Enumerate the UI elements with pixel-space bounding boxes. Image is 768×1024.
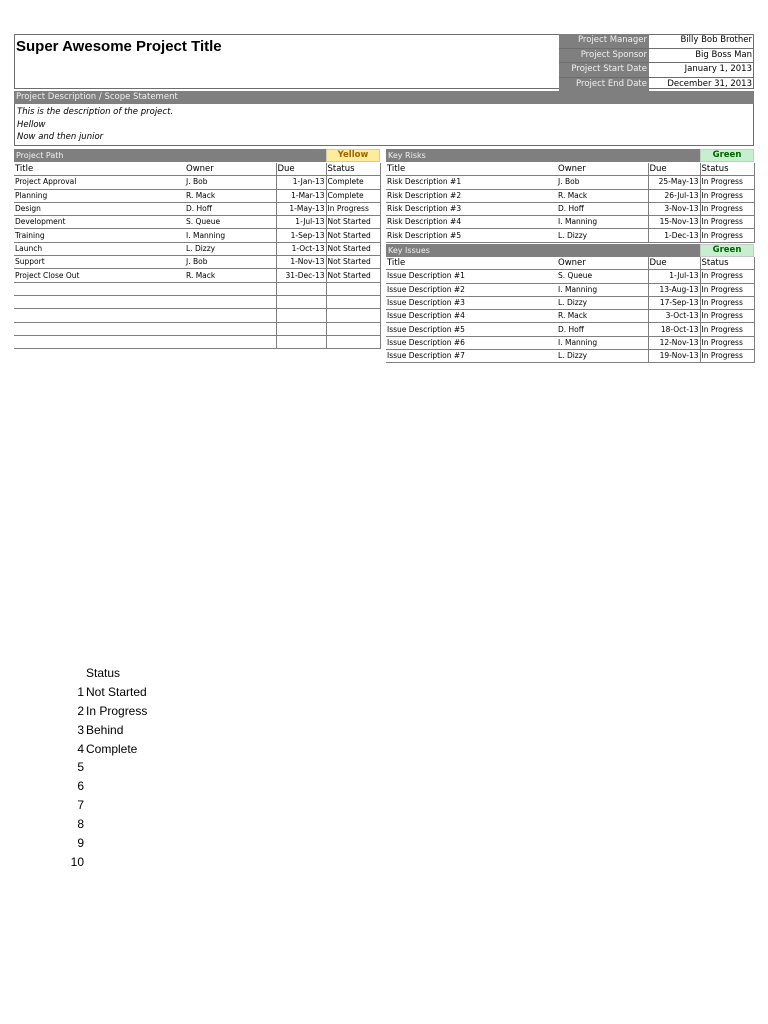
table-row	[386, 229, 754, 242]
due-cell[interactable]: 31-Dec-13	[276, 269, 326, 282]
title-cell[interactable]: Issue Description #6	[386, 336, 557, 349]
due-cell[interactable]: 1-Nov-13	[276, 256, 326, 269]
status-cell[interactable]: In Progress	[700, 336, 754, 349]
status-cell[interactable]	[326, 295, 380, 308]
title-cell[interactable]	[14, 295, 185, 308]
table-row	[14, 295, 380, 308]
project-path-status-badge[interactable]: Yellow	[326, 149, 380, 162]
due-cell[interactable]: 1-Dec-13	[648, 229, 700, 242]
key-issues-status-badge[interactable]: Green	[700, 244, 754, 257]
title-cell[interactable]: Issue Description #5	[386, 323, 557, 336]
column-header: Owner	[557, 163, 648, 176]
table-row	[14, 189, 380, 202]
status-cell[interactable]: Not Started	[326, 229, 380, 242]
status-cell[interactable]: Not Started	[326, 216, 380, 229]
title-cell[interactable]: Issue Description #3	[386, 296, 557, 309]
title-cell[interactable]: Training	[14, 229, 185, 242]
meta-row-sponsor	[559, 49, 754, 64]
meta-value[interactable]: Big Boss Man	[695, 49, 752, 60]
status-cell[interactable]: Not Started	[326, 269, 380, 282]
column-header: Due	[276, 163, 326, 176]
project-title: Super Awesome Project Title	[16, 38, 222, 55]
owner-cell[interactable]	[185, 282, 276, 295]
legend-item	[60, 740, 147, 759]
due-cell[interactable]	[276, 309, 326, 322]
status-cell[interactable]: Complete	[326, 176, 380, 189]
owner-cell[interactable]	[185, 309, 276, 322]
meta-value[interactable]: Billy Bob Brother	[680, 35, 752, 45]
title-cell[interactable]: Risk Description #5	[386, 229, 557, 242]
due-cell[interactable]: 1-Jul-13	[648, 270, 700, 283]
legend-number: 4	[77, 741, 84, 756]
status-cell[interactable]: In Progress	[326, 202, 380, 215]
title-cell[interactable]	[14, 322, 185, 335]
legend-item	[60, 796, 147, 815]
title-cell[interactable]: Launch	[14, 242, 185, 255]
due-cell[interactable]	[276, 282, 326, 295]
title-cell[interactable]: Design	[14, 202, 185, 215]
owner-cell[interactable]: I. Manning	[557, 336, 648, 349]
table-row	[386, 202, 754, 215]
owner-cell[interactable]: J. Bob	[557, 176, 648, 189]
due-cell[interactable]	[276, 295, 326, 308]
status-cell[interactable]	[326, 335, 380, 348]
legend-item	[60, 834, 147, 853]
table-row	[14, 202, 380, 215]
title-cell[interactable]: Development	[14, 216, 185, 229]
status-cell[interactable]: In Progress	[700, 296, 754, 309]
owner-cell[interactable]: I. Manning	[185, 229, 276, 242]
description-body[interactable]	[14, 104, 754, 146]
table-row	[14, 176, 380, 189]
table-row	[14, 269, 380, 282]
owner-cell[interactable]: R. Mack	[557, 189, 648, 202]
title-cell[interactable]: Planning	[14, 189, 185, 202]
owner-cell[interactable]: L. Dizzy	[557, 229, 648, 242]
legend-label: Complete	[86, 741, 138, 756]
due-cell[interactable]: 26-Jul-13	[648, 189, 700, 202]
status-cell[interactable]: In Progress	[700, 202, 754, 215]
table-row	[386, 189, 754, 202]
status-cell[interactable]: In Progress	[700, 216, 754, 229]
table-row	[386, 323, 754, 336]
table-row	[386, 216, 754, 229]
meta-row-start-date	[559, 63, 754, 78]
column-header-row	[14, 163, 380, 176]
owner-cell[interactable]: S. Queue	[557, 270, 648, 283]
column-header: Status	[700, 257, 754, 270]
table-row	[14, 309, 380, 322]
legend-number: 8	[77, 817, 84, 832]
legend-item	[60, 777, 147, 796]
key-issues-header: Key Issues	[386, 244, 700, 257]
meta-value[interactable]: December 31, 2013	[667, 78, 752, 89]
legend-item	[60, 683, 147, 702]
status-cell[interactable]: In Progress	[700, 270, 754, 283]
status-cell[interactable]	[326, 309, 380, 322]
status-cell[interactable]: In Progress	[700, 350, 754, 363]
owner-cell[interactable]: D. Hoff	[557, 323, 648, 336]
owner-cell[interactable]: J. Bob	[185, 176, 276, 189]
meta-value[interactable]: January 1, 2013	[684, 64, 752, 74]
due-cell[interactable]: 18-Oct-13	[648, 323, 700, 336]
table-row	[386, 310, 754, 323]
legend-number: 9	[77, 836, 84, 851]
legend-item	[60, 853, 147, 872]
title-cell[interactable]	[14, 335, 185, 348]
owner-cell[interactable]: S. Queue	[185, 216, 276, 229]
due-cell[interactable]: 15-Nov-13	[648, 216, 700, 229]
owner-cell[interactable]: J. Bob	[185, 256, 276, 269]
project-path-header: Project Path	[14, 149, 326, 162]
due-cell[interactable]: 13-Aug-13	[648, 283, 700, 296]
owner-cell[interactable]	[185, 322, 276, 335]
key-risks-table	[386, 163, 755, 243]
key-risks-header: Key Risks	[386, 149, 700, 162]
owner-cell[interactable]: R. Mack	[557, 310, 648, 323]
owner-cell[interactable]: L. Dizzy	[557, 296, 648, 309]
legend-heading: Status	[86, 666, 121, 680]
table-row	[14, 229, 380, 242]
due-cell[interactable]: 1-May-13	[276, 202, 326, 215]
due-cell[interactable]: 12-Nov-13	[648, 336, 700, 349]
owner-cell[interactable]: L. Dizzy	[185, 242, 276, 255]
status-legend	[60, 664, 147, 872]
meta-label: Project Manager	[559, 34, 649, 48]
title-cell[interactable]: Project Close Out	[14, 269, 185, 282]
column-header: Owner	[185, 163, 276, 176]
status-cell[interactable]: In Progress	[700, 283, 754, 296]
status-cell[interactable]: Complete	[326, 189, 380, 202]
title-cell[interactable]: Risk Description #4	[386, 216, 557, 229]
legend-label: In Progress	[86, 703, 148, 718]
due-cell[interactable]: 3-Nov-13	[648, 202, 700, 215]
title-cell[interactable]: Project Approval	[14, 176, 185, 189]
legend-item	[60, 721, 147, 740]
table-row	[386, 350, 754, 363]
due-cell[interactable]: 3-Oct-13	[648, 310, 700, 323]
table-row	[386, 283, 754, 296]
description-header: Project Description / Scope Statement	[14, 91, 754, 104]
legend-number: 1	[77, 684, 84, 699]
column-header: Title	[386, 257, 557, 270]
due-cell[interactable]: 1-Mar-13	[276, 189, 326, 202]
legend-item	[60, 758, 147, 777]
status-cell[interactable]	[326, 282, 380, 295]
table-row	[14, 216, 380, 229]
legend-number: 2	[77, 703, 84, 718]
table-row	[386, 176, 754, 189]
meta-row-end-date	[559, 78, 754, 93]
title-cell[interactable]	[14, 309, 185, 322]
title-cell[interactable]	[14, 282, 185, 295]
due-cell[interactable]: 17-Sep-13	[648, 296, 700, 309]
due-cell[interactable]: 19-Nov-13	[648, 350, 700, 363]
legend-label: Behind	[86, 722, 124, 737]
column-header: Status	[326, 163, 380, 176]
column-header-row	[386, 257, 754, 270]
status-cell[interactable]: In Progress	[700, 189, 754, 202]
key-risks-status-badge[interactable]: Green	[700, 149, 754, 162]
status-cell[interactable]: In Progress	[700, 323, 754, 336]
table-row	[14, 322, 380, 335]
table-row	[386, 336, 754, 349]
owner-cell[interactable]: D. Hoff	[185, 202, 276, 215]
column-header: Owner	[557, 257, 648, 270]
table-row	[386, 270, 754, 283]
title-cell[interactable]: Risk Description #1	[386, 176, 557, 189]
description-line: This is the description of the project.	[17, 107, 174, 117]
title-cell[interactable]: Issue Description #7	[386, 350, 557, 363]
legend-number: 5	[77, 760, 84, 775]
owner-cell[interactable]: L. Dizzy	[557, 350, 648, 363]
title-cell[interactable]: Risk Description #3	[386, 202, 557, 215]
project-meta-panel	[559, 34, 754, 92]
owner-cell[interactable]	[185, 335, 276, 348]
title-cell[interactable]: Issue Description #2	[386, 283, 557, 296]
owner-cell[interactable]: D. Hoff	[557, 202, 648, 215]
due-cell[interactable]: 1-Jan-13	[276, 176, 326, 189]
owner-cell[interactable]	[185, 295, 276, 308]
column-header: Title	[14, 163, 185, 176]
legend-item	[60, 702, 147, 721]
meta-row-manager	[559, 34, 754, 49]
legend-number: 6	[77, 779, 84, 794]
status-cell[interactable]: Not Started	[326, 242, 380, 255]
legend-heading-row	[60, 664, 147, 683]
column-header-row	[386, 163, 754, 176]
due-cell[interactable]: 1-Sep-13	[276, 229, 326, 242]
project-path-table	[14, 163, 381, 349]
legend-label: Not Started	[86, 684, 147, 699]
meta-label: Project Sponsor	[559, 49, 649, 63]
due-cell[interactable]: 1-Oct-13	[276, 242, 326, 255]
meta-label: Project Start Date	[559, 63, 649, 77]
owner-cell[interactable]: I. Manning	[557, 283, 648, 296]
table-row	[14, 256, 380, 269]
due-cell[interactable]	[276, 322, 326, 335]
legend-item	[60, 815, 147, 834]
status-cell[interactable]: In Progress	[700, 310, 754, 323]
title-cell[interactable]: Support	[14, 256, 185, 269]
table-row	[14, 242, 380, 255]
description-line: Now and then junior	[17, 132, 104, 142]
legend-number: 3	[77, 722, 84, 737]
status-cell[interactable]: In Progress	[700, 176, 754, 189]
title-cell[interactable]: Issue Description #1	[386, 270, 557, 283]
table-row	[14, 335, 380, 348]
column-header: Title	[386, 163, 557, 176]
key-issues-table	[386, 257, 755, 363]
table-row	[386, 296, 754, 309]
status-cell[interactable]: In Progress	[700, 229, 754, 242]
description-line: Hellow	[17, 119, 46, 130]
status-cell[interactable]	[326, 322, 380, 335]
column-header: Due	[648, 257, 700, 270]
owner-cell[interactable]: R. Mack	[185, 189, 276, 202]
legend-number: 7	[77, 798, 84, 813]
due-cell[interactable]: 25-May-13	[648, 176, 700, 189]
owner-cell[interactable]: I. Manning	[557, 216, 648, 229]
column-header: Due	[648, 163, 700, 176]
status-cell[interactable]: Not Started	[326, 256, 380, 269]
column-header: Status	[700, 163, 754, 176]
due-cell[interactable]: 1-Jul-13	[276, 216, 326, 229]
meta-label: Project End Date	[559, 78, 649, 92]
legend-number: 10	[70, 854, 84, 869]
due-cell[interactable]	[276, 335, 326, 348]
title-cell[interactable]: Issue Description #4	[386, 310, 557, 323]
title-cell[interactable]: Risk Description #2	[386, 189, 557, 202]
table-row	[14, 282, 380, 295]
owner-cell[interactable]: R. Mack	[185, 269, 276, 282]
